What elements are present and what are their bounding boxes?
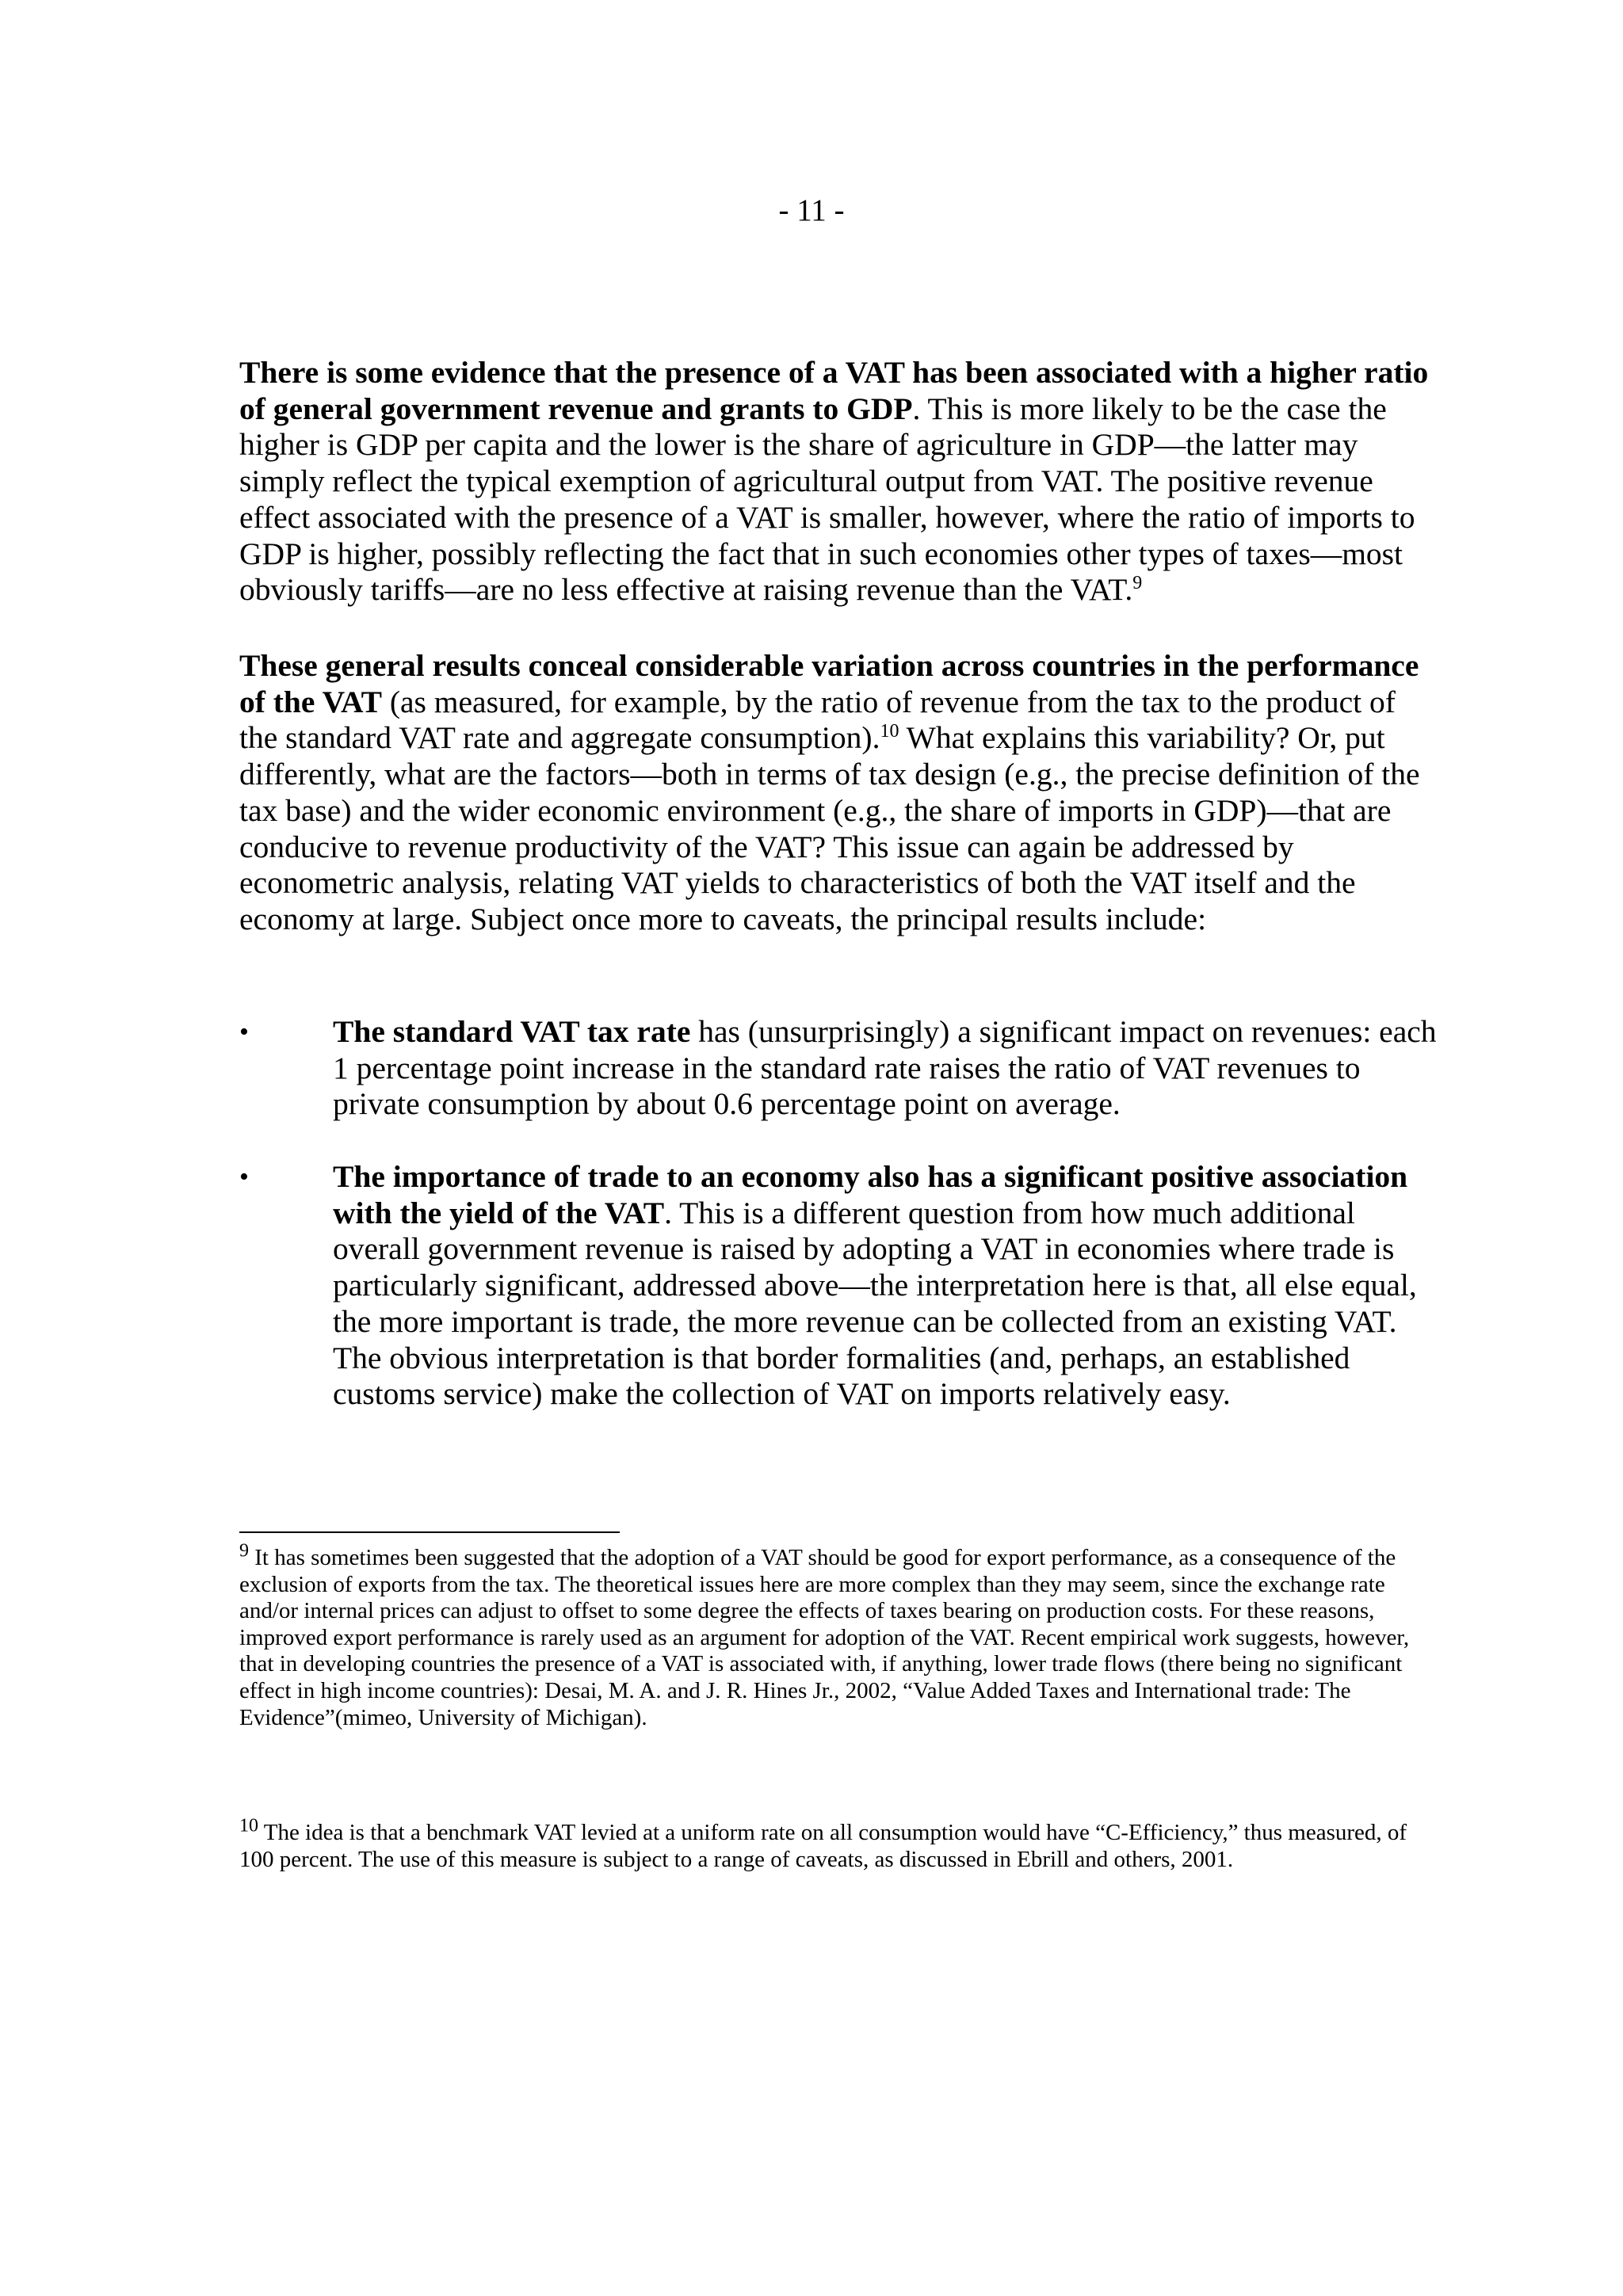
paragraph-body-after-ref: What explains this variability? Or, put differently, what are the factors—both in terms of tax design (e.g., the precise definition of the tax base) and the wider economic environment (e.g., the share of imports in GDP)—that are conducive to revenue productivity of the VAT? This issue can again be addressed by econometric analysis, relating VAT yields to characteristics of both the VAT itself and the economy at large. Subject once more to caveats, the principal results include: <box>239 720 1420 936</box>
bullet-list-item-standard-rate <box>239 1014 1444 1123</box>
paragraph-bold-lead: There is some evidence that the presence of a VAT has been associated with a higher ratio of general government revenue and grants to GDP <box>239 355 1429 426</box>
footnote-text: It has sometimes been suggested that the adoption of a VAT should be good for export performance, as a consequence of the exclusion of exports from the tax. The theoretical issues here are more complex than they may seem, since the exchange rate and/or internal prices can adjust to offset to some degree the effects of taxes bearing on production costs. For these reasons, improved export performance is rarely used as an argument for adoption of the VAT. Recent empirical work suggests, however, that in developing countries the presence of a VAT is associated with, if anything, lower trade flows (there being no significant effect in high income countries): Desai, M. A. and J. R. Hines Jr., 2002, “Value Added Taxes and International trade: The Evidence”(mimeo, University of Michigan). <box>239 1545 1410 1730</box>
bullet-list-item-trade-importance <box>239 1159 1444 1413</box>
footnote-ref-10[interactable]: 10 <box>880 721 899 742</box>
bullet-marker: • <box>239 1017 249 1047</box>
footnote-ref-9[interactable]: 9 <box>1132 573 1143 594</box>
paragraph-bold-lead: These general results conceal considerable variation across countries in the performance of the VAT <box>239 648 1419 719</box>
paragraph-text <box>239 355 1436 608</box>
bullet-body: . This is a different question from how much additional overall government revenue is raised by adopting a VAT in economies where trade is particularly significant, addressed above—the interpretation here is that, all else equal, the more important is trade, the more revenue can be collected from an existing VAT. The obvious interpretation is that border formalities (and, perhaps, an established customs service) make the collection of VAT on imports relatively easy. <box>333 1195 1417 1412</box>
list-item <box>239 1159 1444 1413</box>
footnote-10 <box>239 1815 1428 1873</box>
list-item <box>239 1014 1444 1123</box>
bullet-bold-lead: The importance of trade to an economy also has a significant positive association with the yield of the VAT <box>333 1159 1408 1230</box>
footnote-marker: 9 <box>239 1540 249 1562</box>
bullet-bold-lead: The standard VAT tax rate <box>333 1014 691 1049</box>
paragraph-text <box>239 648 1436 938</box>
bullet-text <box>333 1159 1417 1411</box>
footnote-marker: 10 <box>239 1815 258 1836</box>
page-number: - 11 - <box>778 193 845 227</box>
footnote-9 <box>239 1540 1428 1731</box>
paragraph-vat-performance-variation <box>239 648 1436 938</box>
bullet-text <box>333 1014 1437 1121</box>
bullet-marker: • <box>239 1162 249 1192</box>
footnote-text: The idea is that a benchmark VAT levied at a uniform rate on all consumption would have “C-Efficiency,” thus measured, of 100 percent. The use of this measure is subject to a range of caveats, as discussed in Ebrill and others, 2001. <box>239 1820 1407 1872</box>
paragraph-vat-revenue-evidence <box>239 355 1436 608</box>
footnote-separator <box>239 1531 620 1533</box>
paragraph-body: . This is more likely to be the case the higher is GDP per capita and the lower is the share of agriculture in GDP—the latter may simply reflect the typical exemption of agricultural output from VAT. The positive revenue effect associated with the presence of a VAT is smaller, however, where the ratio of imports to GDP is higher, possibly reflecting the fact that in such economies other types of taxes—most obviously tariffs—are no less effective at raising revenue than the VAT. <box>239 391 1415 608</box>
paragraph-body-before-ref: (as measured, for example, by the ratio of revenue from the tax to the product of the standard VAT rate and aggregate consumption). <box>239 684 1396 756</box>
bullet-body: has (unsurprisingly) a significant impact on revenues: each 1 percentage point increase in the standard rate raises the ratio of VAT revenues to private consumption by about 0.6 percentage point on average. <box>333 1014 1437 1122</box>
